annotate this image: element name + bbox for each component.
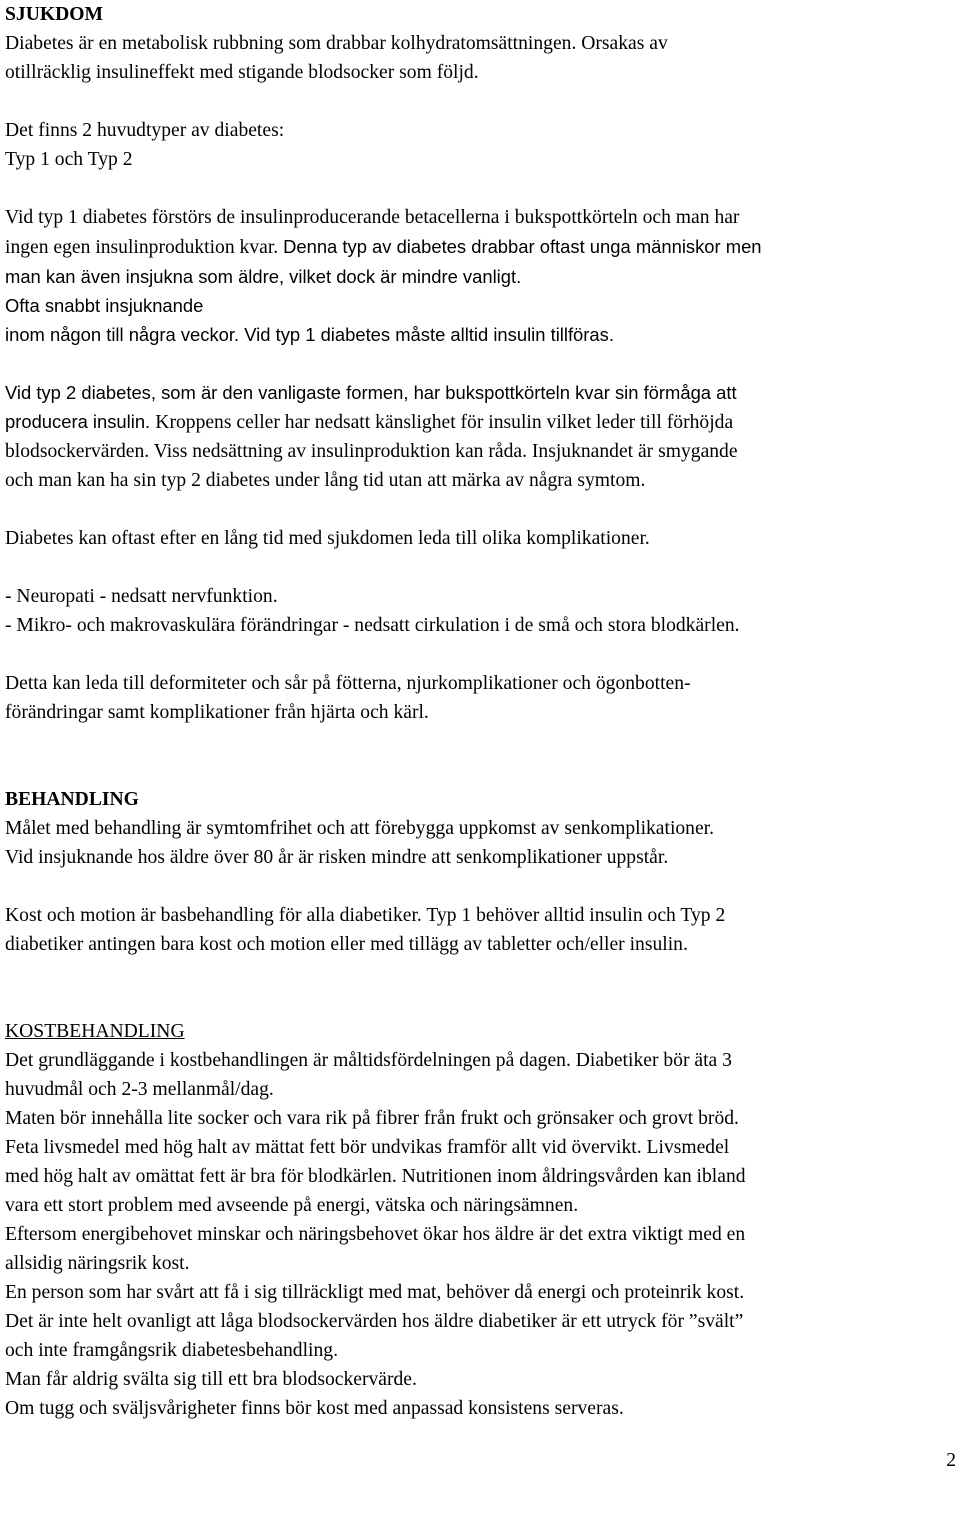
heading-kostbehandling: KOSTBEHANDLING: [5, 1021, 185, 1042]
paragraph-goal: [5, 814, 960, 872]
section-sjukdom: [5, 0, 960, 727]
text-line: och inte framgångsrik diabetesbehandling.: [5, 1340, 338, 1361]
list-item: - Mikro- och makrovaskulära förändringar - nedsatt cirkulation i de små och stora blodkärlen.: [5, 615, 740, 636]
heading-sjukdom: SJUKDOM: [5, 4, 103, 25]
paragraph-complications-intro: Diabetes kan oftast efter en lång tid med sjukdomen leda till olika komplikationer.: [5, 528, 650, 549]
text-run-sans: Denna typ av diabetes drabbar oftast unga människor men: [283, 236, 762, 257]
text-run-sans: producera insulin.: [5, 411, 151, 432]
paragraph-intro: [5, 29, 960, 87]
section-behandling: [5, 785, 960, 959]
text-run: Insjuknandet är smygande: [531, 441, 738, 462]
paragraph-typ2: [5, 378, 960, 495]
text-run-sans: Ofta snabbt insjuknande: [5, 295, 204, 316]
list-item: - Neuropati - nedsatt nervfunktion.: [5, 586, 278, 607]
paragraph-kost: [5, 1046, 960, 1423]
text-line: förändringar samt komplikationer från hjärta och kärl.: [5, 702, 429, 723]
text-line: Det är inte helt ovanligt att låga blodsockervärden hos äldre diabetiker är ett utryck för ”svält”: [5, 1311, 744, 1332]
text-line: otillräcklig insulineffekt med stigande blodsocker som följd.: [5, 62, 479, 83]
text-line-mixed: [5, 407, 960, 437]
text-line: Maten bör innehålla lite socker och vara rik på fibrer från frukt och grönsaker och grovt bröd.: [5, 1108, 739, 1129]
paragraph-basis: [5, 901, 960, 959]
text-run-sans: Vid typ 1 diabetes måste alltid insulin tillföras.: [244, 324, 614, 345]
text-line: Vid insjuknande hos äldre över 80 år är risken mindre att senkomplikationer uppstår.: [5, 847, 669, 868]
text-line: Eftersom energibehovet minskar och näringsbehovet ökar hos äldre är det extra viktigt med en: [5, 1224, 746, 1245]
text-line: vara ett stort problem med avseende på energi, vätska och näringsämnen.: [5, 1195, 579, 1216]
text-run: ingen egen insulinproduktion kvar.: [5, 237, 279, 258]
text-line: och man kan ha sin typ 2 diabetes under lång tid utan att märka av några symtom.: [5, 470, 646, 491]
text-line: huvudmål och 2-3 mellanmål/dag.: [5, 1079, 274, 1100]
heading-behandling: BEHANDLING: [5, 789, 139, 810]
list-complications: [5, 582, 960, 640]
text-run: Kroppens celler har nedsatt känslighet för insulin vilket leder till förhöjda: [155, 412, 734, 433]
text-line: Det finns 2 huvudtyper av diabetes:: [5, 120, 285, 141]
text-line: Diabetes är en metabolisk rubbning som drabbar kolhydratomsättningen. Orsakas av: [5, 33, 668, 54]
text-line: Typ 1 och Typ 2: [5, 149, 133, 170]
paragraph-consequences: [5, 669, 960, 727]
text-line: Feta livsmedel med hög halt av mättat fett bör undvikas framför allt vid övervikt. Livsmedel: [5, 1137, 730, 1158]
text-run: Viss nedsättning av insulinproduktion kan råda.: [153, 441, 527, 462]
page-number: 2: [946, 1450, 956, 1471]
text-line: diabetiker antingen bara kost och motion eller med tillägg av tabletter och/eller insulin.: [5, 934, 688, 955]
text-line: allsidig näringsrik kost.: [5, 1253, 190, 1274]
text-line: En person som har svårt att få i sig tillräckligt med mat, behöver då energi och proteinrik kost.: [5, 1282, 745, 1303]
text-line: Man får aldrig svälta sig till ett bra blodsockervärde.: [5, 1369, 417, 1390]
paragraph-types: [5, 116, 960, 174]
text-line-sans: [5, 291, 960, 320]
document-page: [5, 0, 960, 1423]
paragraph-typ1: [5, 203, 960, 349]
text-line: Om tugg och sväljsvårigheter finns bör kost med anpassad konsistens serveras.: [5, 1398, 624, 1419]
text-line: med hög halt av omättat fett är bra för blodkärlen. Nutritionen inom åldringsvården kan ibland: [5, 1166, 746, 1187]
text-line: Detta kan leda till deformiteter och sår på fötterna, njurkomplikationer och ögonbotten-: [5, 673, 691, 694]
text-line-sans: [5, 320, 960, 349]
text-line: Vid typ 1 diabetes förstörs de insulinproducerande betacellerna i bukspottkörteln och man har: [5, 207, 740, 228]
text-line: [5, 437, 960, 466]
text-line-sans: Vid typ 2 diabetes, som är den vanligaste formen, har bukspottkörteln kvar sin förmåga att: [5, 382, 737, 403]
text-line-sans: man kan även insjukna som äldre, vilket dock är mindre vanligt.: [5, 266, 522, 287]
section-kostbehandling: [5, 1017, 960, 1423]
text-run: blodsockervärden.: [5, 441, 150, 462]
text-line: Kost och motion är basbehandling för alla diabetiker. Typ 1 behöver alltid insulin och Typ 2: [5, 905, 726, 926]
text-run-sans: inom någon till några veckor.: [5, 324, 240, 345]
text-line: Målet med behandling är symtomfrihet och att förebygga uppkomst av senkomplikationer.: [5, 818, 715, 839]
text-line-mixed: [5, 232, 960, 262]
text-line: Det grundläggande i kostbehandlingen är måltidsfördelningen på dagen. Diabetiker bör äta 3: [5, 1050, 732, 1071]
